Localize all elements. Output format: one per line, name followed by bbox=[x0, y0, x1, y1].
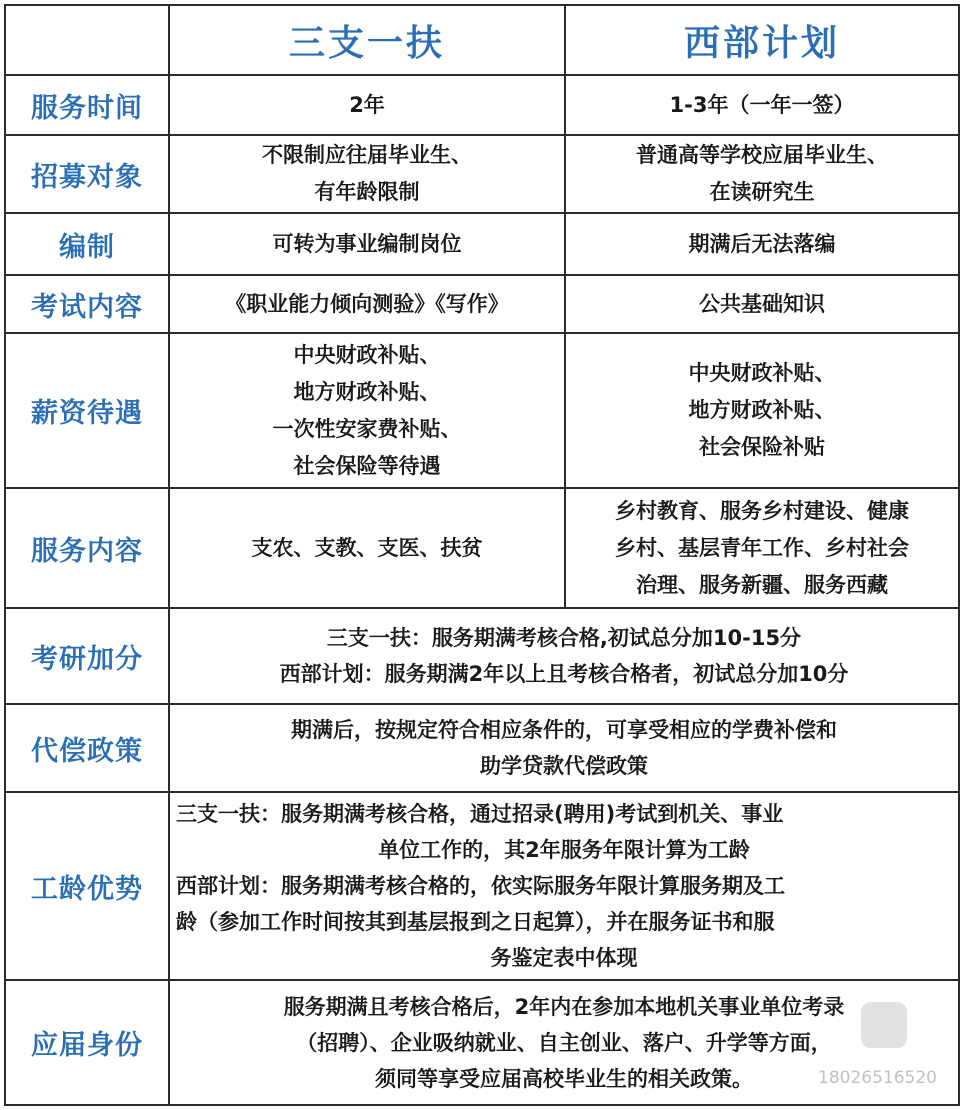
cell-line: 助学贷款代偿政策 bbox=[480, 754, 648, 778]
row-service-content bbox=[5, 488, 959, 608]
row-salary bbox=[5, 333, 959, 488]
cell-line: 中央财政补贴、 bbox=[688, 361, 836, 385]
cell-line: 社会保险等待遇 bbox=[293, 453, 441, 478]
cell-line: 《职业能力倾向测验》《写作》 bbox=[225, 291, 509, 316]
cell-col1 bbox=[169, 135, 565, 213]
cell-col2 bbox=[565, 488, 959, 608]
cell-col1 bbox=[169, 275, 565, 333]
cell-line: 期满后无法落编 bbox=[688, 231, 836, 256]
cell-line: 乡村教育、服务乡村建设、健康 bbox=[615, 498, 909, 523]
cell-merged bbox=[169, 792, 959, 980]
cell-col2 bbox=[565, 213, 959, 275]
comparison-table bbox=[4, 4, 960, 1106]
cell-col2 bbox=[565, 135, 959, 213]
cell-merged bbox=[169, 608, 959, 704]
row-compensation-policy bbox=[5, 704, 959, 792]
row-postgrad-bonus bbox=[5, 608, 959, 704]
cell-col1 bbox=[169, 75, 565, 135]
cell-line: 单位工作的，其2年服务年限计算为工龄 bbox=[378, 838, 750, 862]
cell-line: 西部计划：服务期满考核合格的，依实际服务年限计算服务期及工 bbox=[176, 874, 785, 898]
cell-line: 公共基础知识 bbox=[699, 291, 825, 316]
cell-line: 普通高等学校应届毕业生、 bbox=[636, 143, 888, 167]
cell-line: 支农、支教、支医、扶贫 bbox=[251, 535, 483, 560]
row-label: 考试内容 bbox=[5, 275, 169, 333]
watermark-logo-icon bbox=[861, 1002, 907, 1048]
row-label: 服务内容 bbox=[5, 488, 169, 608]
cell-line: 治理、服务新疆、服务西藏 bbox=[636, 572, 888, 597]
empty-corner-cell bbox=[5, 5, 169, 75]
cell-line: 可转为事业编制岗位 bbox=[272, 231, 462, 256]
cell-line: 社会保险补贴 bbox=[699, 435, 825, 459]
header-xibujihua: 西部计划 bbox=[565, 5, 959, 75]
cell-line: （招聘）、企业吸纳就业、自主创业、落户、升学等方面， bbox=[296, 1030, 832, 1055]
cell-line: 乡村、基层青年工作、乡村社会 bbox=[615, 535, 909, 560]
row-label: 服务时间 bbox=[5, 75, 169, 135]
watermark-text: 18026516520 bbox=[818, 1068, 937, 1088]
cell-line: 西部计划：服务期满2年以上且考核合格者，初试总分加10分 bbox=[279, 662, 849, 686]
cell-line: 务鉴定表中体现 bbox=[490, 946, 638, 970]
row-exam-content bbox=[5, 275, 959, 333]
cell-line: 须同等享受应届高校毕业生的相关政策。 bbox=[375, 1066, 753, 1091]
row-label: 招募对象 bbox=[5, 135, 169, 213]
cell-line: 1-3年（一年一签） bbox=[669, 92, 855, 117]
cell-col1 bbox=[169, 488, 565, 608]
row-label: 代偿政策 bbox=[5, 704, 169, 792]
row-label: 编制 bbox=[5, 213, 169, 275]
row-label: 考研加分 bbox=[5, 608, 169, 704]
cell-line: 期满后，按规定符合相应条件的，可享受相应的学费补偿和 bbox=[291, 718, 837, 742]
cell-line: 三支一扶：服务期满考核合格，通过招录(聘用)考试到机关、事业 bbox=[176, 802, 784, 826]
cell-line: 不限制应往届毕业生、 bbox=[262, 143, 472, 167]
row-service-time bbox=[5, 75, 959, 135]
cell-col2 bbox=[565, 333, 959, 488]
cell-line: 龄（参加工作时间按其到基层报到之日起算），并在服务证书和服 bbox=[176, 910, 775, 934]
cell-line: 地方财政补贴、 bbox=[688, 398, 836, 422]
row-establishment bbox=[5, 213, 959, 275]
row-graduate-status bbox=[5, 980, 959, 1105]
header-sanzhiyifu: 三支一扶 bbox=[169, 5, 565, 75]
cell-col2 bbox=[565, 75, 959, 135]
cell-merged bbox=[169, 704, 959, 792]
cell-line: 三支一扶：服务期满考核合格,初试总分加10-15分 bbox=[326, 626, 802, 650]
cell-line: 服务期满且考核合格后，2年内在参加本地机关事业单位考录 bbox=[283, 994, 845, 1019]
cell-line: 有年龄限制 bbox=[314, 180, 420, 204]
row-label: 应届身份 bbox=[5, 980, 169, 1105]
cell-col1 bbox=[169, 213, 565, 275]
cell-line: 地方财政补贴、 bbox=[293, 379, 441, 404]
row-seniority-advantage bbox=[5, 792, 959, 980]
row-label: 工龄优势 bbox=[5, 792, 169, 980]
cell-line: 中央财政补贴、 bbox=[293, 342, 441, 367]
cell-col1 bbox=[169, 333, 565, 488]
cell-col2 bbox=[565, 275, 959, 333]
comparison-table-wrapper bbox=[4, 4, 958, 1106]
header-row bbox=[5, 5, 959, 75]
row-label: 薪资待遇 bbox=[5, 333, 169, 488]
cell-line: 在读研究生 bbox=[709, 180, 815, 204]
cell-line: 一次性安家费补贴、 bbox=[272, 416, 462, 441]
cell-line: 2年 bbox=[349, 92, 385, 117]
row-recruit-target bbox=[5, 135, 959, 213]
